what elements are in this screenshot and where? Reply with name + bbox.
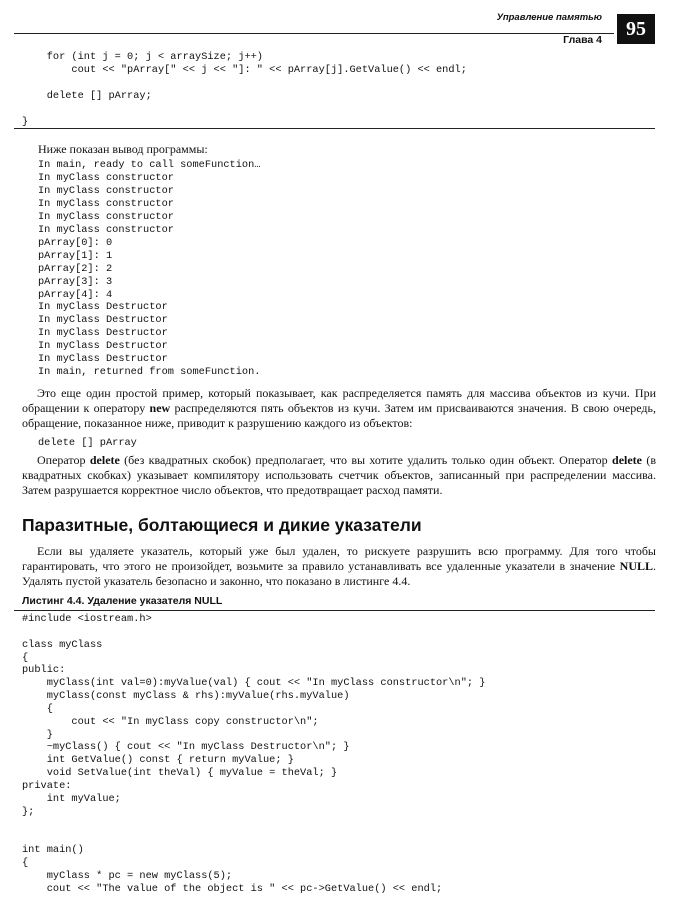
keyword-delete-brackets: delete	[612, 453, 642, 467]
keyword-new: new	[149, 401, 171, 416]
section-divider	[14, 128, 655, 129]
code-block-top: for (int j = 0; j < arraySize; j++) cout << "pArray[" << j << "]: " << pArray[j].GetValue() << endl; delete [] pArray; }	[22, 51, 467, 128]
paragraph-delete-operator	[22, 453, 656, 499]
program-output: In main, ready to call someFunction… In myClass constructor In myClass constructor In myClass constructor In myClass constructor In myClass constructor pArray[0]: 0 pArray[1]: 1 pArray[2]: 2 pArray[3]: 3 pArray[4]: 4 In myClass Destructor In myClass Destructor In myClass Destructor In myClass Destructor In myClass Destructor In main, returned from someFunction.	[38, 159, 261, 379]
para2-text-2: (без квадратных скобок) предполагает, что вы хотите удалить только один объект. Оператор	[119, 453, 613, 467]
para3-text-1: Если вы удаляете указатель, который уже был удален, то рискуете разрушить всю программу. Для того чтобы гарантировать, что этого не произойдет, возьмите за правило устанавливать все удаленные указатели в значение	[22, 544, 656, 574]
para1-text-2: распределяются пять объектов из кучи. Затем им присваиваются значения. В свою очередь, обращение, показанное ниже, приводит к разрушению каждого из объектов:	[22, 401, 656, 431]
running-title: Управление памятью	[496, 12, 602, 23]
section-heading: Паразитные, болтающиеся и дикие указатели	[22, 515, 422, 535]
listing-rule	[14, 610, 655, 611]
para3-text-2: . Удалять пустой указатель безопасно и законно, что показано в листинге 4.4.	[22, 559, 656, 589]
chapter-label: Глава 4	[563, 34, 602, 46]
para2-text-3: (в квадратных скобках) указывает компилятору использовать счетчик объектов, записанный при распределении массива. Затем разрушается корректное число объектов, что предотвращает расход памяти.	[22, 453, 656, 498]
para1-text-1: Это еще один простой пример, который показывает, как распределяется память для массива объектов из кучи. При обращении к оператору	[22, 386, 656, 416]
paragraph-array-explanation	[22, 386, 656, 432]
page-number: 95	[617, 14, 655, 44]
listing-title: Листинг 4.4. Удаление указателя NULL	[22, 595, 223, 607]
listing-code: #include <iostream.h> class myClass { public: myClass(int val=0):myValue(val) { cout << "In myClass constructor\n"; } myClass(const myClass & rhs):myValue(rhs.myValue) { cout << "In myClass copy constructor\n"; } ~myClass() { cout << "In myClass Destructor\n"; } int GetValue() const { return myValue; } void SetValue(int theVal) { myValue = theVal; } private: int myValue; }; int main() { myClass * pc = new myClass(5); cout << "The value of the object is " << pc->GetValue() << endl;	[22, 613, 486, 895]
keyword-null: NULL	[619, 559, 653, 574]
keyword-delete: delete	[89, 453, 120, 467]
para2-text-1: Оператор	[37, 453, 90, 467]
paragraph-null-pointer	[22, 544, 656, 590]
code-delete-array: delete [] pArray	[38, 437, 137, 449]
output-intro: Ниже показан вывод программы:	[38, 142, 208, 156]
